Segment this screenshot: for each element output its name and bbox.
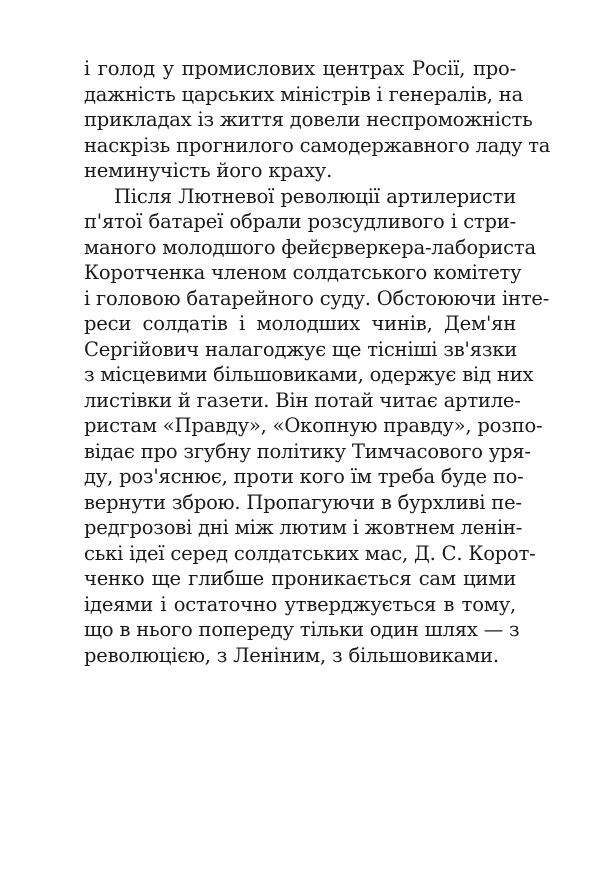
text-line: редгрозові дні між лютим і жовтнем ленін- [84, 516, 523, 539]
text-line: ські ідеї серед солдатських мас, Д. С. Корот- [84, 541, 536, 565]
text-line: прикладах із життя довели неспроможність [84, 108, 533, 131]
text-line: ристам «Правду», «Окопную правду», розпо- [84, 414, 543, 437]
text-line: революцією, з Леніним, з більшовиками. [84, 643, 499, 667]
text-line: дажність царських міністрів і генералів, на [84, 82, 523, 106]
text-line: маного молодшого фейєрверкера-лабориста [84, 235, 536, 259]
text-line: ченко ще глибше проникається сам цими [84, 567, 516, 590]
text-line: Сергійович налагоджує ще тісніші зв'язки [84, 337, 518, 361]
body-text [84, 56, 551, 668]
text-line: ду, роз'яснює, проти кого їм треба буде по- [84, 465, 524, 488]
text-line: неминучість його краху. [84, 159, 333, 182]
text-line: Коротченка членом солдатського комітету [84, 261, 522, 284]
text-line: ідеями і остаточно утверджується в тому, [84, 592, 516, 616]
text-line: з місцевими більшовиками, одержує від них [84, 363, 534, 386]
text-line: листівки й газети. Він потай читає артиле- [84, 388, 521, 412]
text-line: наскрізь прогнилого самодержавного ладу та [84, 133, 551, 157]
text-line: вернути зброю. Пропагуючи в бурхливі пе- [84, 490, 522, 514]
text-line: і головою батарейного суду. Обстоюючи інте- [84, 286, 550, 310]
text-line: п'ятої батареї обрали розсудливого і стри- [84, 210, 516, 233]
text-line: Після Лютневої революції артилеристи [114, 184, 516, 208]
text-line: реси солдатів і молодших чинів, Дем'ян [84, 312, 516, 335]
text-line: відає про згубну політику Тимчасового уря- [84, 439, 531, 463]
text-line: що в нього попереду тільки один шлях — з [84, 618, 520, 641]
text-line: і голод у промислових центрах Росії, про- [84, 57, 516, 80]
